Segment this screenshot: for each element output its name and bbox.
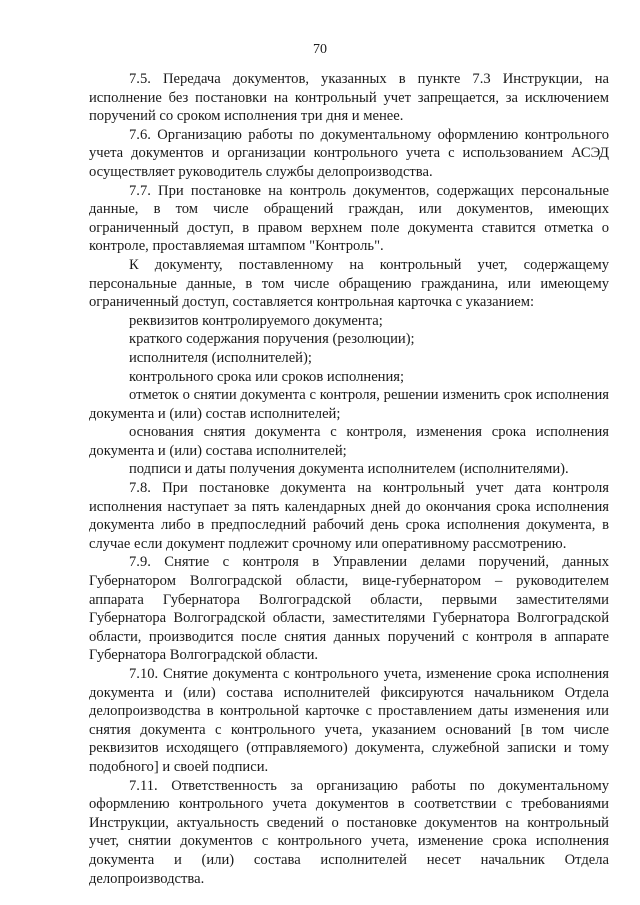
document-body <box>89 70 609 888</box>
paragraph-7-8: 7.8. При постановке документа на контрольный учет дата контроля исполнения наступает за пять календарных дней до окончания срока исполнения документа либо в предпоследний рабочий день срока исполнения документа, в случае если документ подлежит срочному или оперативному рассмотрению. <box>89 480 609 552</box>
list-item: основания снятия документа с контроля, изменения срока исполнения документа и (или) состава исполнителей; <box>89 424 609 459</box>
paragraph-7-10: 7.10. Снятие документа с контрольного учета, изменение срока исполнения документа и (или) состава исполнителей фиксируются начальником Отдела делопроизводства в контрольной карточке с проставлением даты изменения или снятия документа с контрольного учета, указанием оснований [в том числе реквизитов исходящего (отправляемого) документа, служебной записки и тому подобного] и своей подписи. <box>89 666 609 775</box>
list-item: подписи и даты получения документа исполнителем (исполнителями). <box>129 461 569 478</box>
paragraph-7-9: 7.9. Снятие с контроля в Управлении делами поручений, данных Губернатором Волгоградской области, вице-губернатором – руководителем аппарата Губернатора Волгоградской области, первыми заместителями Губернатора Волгоградской области, заместителями Губернатора Волгоградской области, производится после снятия данных поручений с контроля в аппарате Губернатора Волгоградской области. <box>89 554 609 664</box>
paragraph-control-card: К документу, поставленному на контрольный учет, содержащему персональные данные, в том числе обращению гражданина, или имеющему ограниченный доступ, составляется контрольная карточка с указанием: <box>89 256 609 311</box>
list-item: контрольного срока или сроков исполнения; <box>129 368 405 385</box>
page-number: 70 <box>313 42 327 57</box>
list-item: исполнителя (исполнителей); <box>129 349 312 366</box>
list-item: реквизитов контролируемого документа; <box>129 312 383 329</box>
list-item: отметок о снятии документа с контроля, решении изменить срок исполнения документа и (или) состав исполнителей; <box>89 387 609 422</box>
paragraph-7-11: 7.11. Ответственность за организацию работы по документальному оформлению контрольного учета документов в соответствии с требованиями Инструкции, актуальность сведений о постановке документов на контрольный учет, снятии документов с контрольного учета, изменение срока исполнения документа и (или) состава исполнителей несет начальник Отдела делопроизводства. <box>89 777 609 887</box>
paragraph-7-6: 7.6. Организацию работы по документальному оформлению контрольного учета документов и организации контрольного учета с использованием АСЭД осуществляет руководитель службы делопроизводства. <box>89 126 609 180</box>
paragraph-7-7: 7.7. При постановке на контроль документов, содержащих персональные данные, в том числе обращений граждан, или документов, имеющих ограниченный доступ, в правом верхнем поле документа ставится отметка о контроле, проставляемая штампом "Контроль". <box>89 182 609 255</box>
paragraph-7-5: 7.5. Передача документов, указанных в пункте 7.3 Инструкции, на исполнение без постановки на контрольный учет запрещается, за исключением поручений со сроком исполнения три дня и менее. <box>89 71 609 125</box>
list-item: краткого содержания поручения (резолюции); <box>129 331 415 348</box>
